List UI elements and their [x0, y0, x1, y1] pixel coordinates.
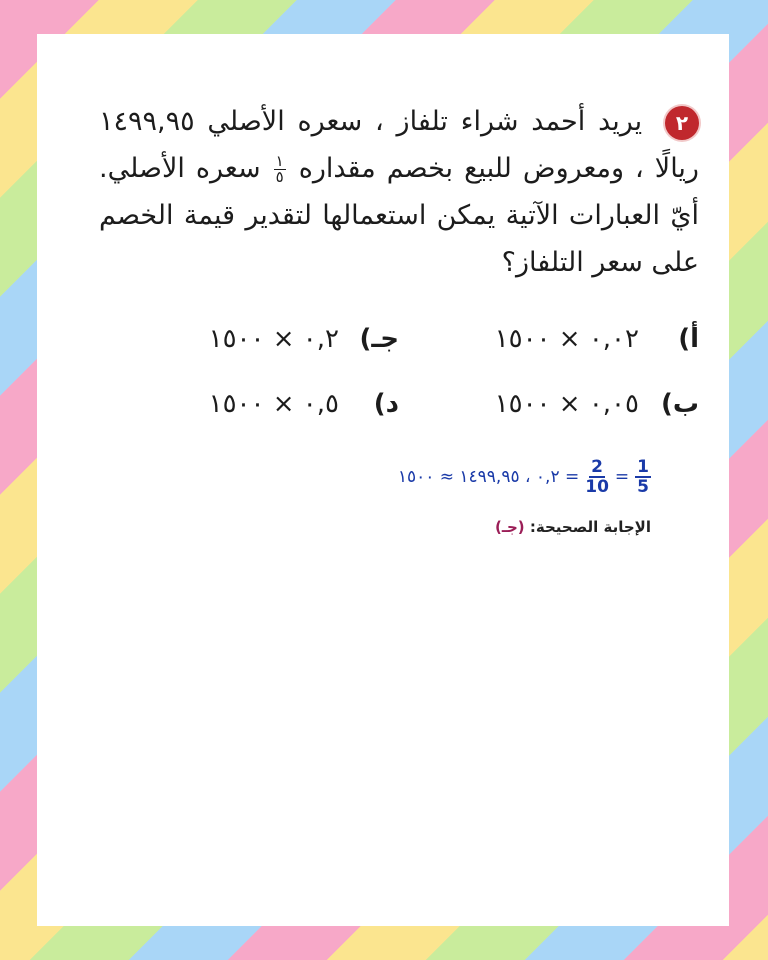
solution-rest: = ٠,٢ ، ١٤٩٩,٩٥ ≈ ١٥٠٠ — [397, 467, 580, 487]
option-letter: د) — [373, 388, 399, 419]
correct-answer-choice: (جـ) — [495, 518, 525, 536]
option-a[interactable] — [399, 324, 699, 354]
option-expression: ٠,٥ × ١٥٠٠ — [208, 388, 339, 419]
solution-frac2-numerator: 2 — [591, 457, 603, 477]
solution-frac2-denominator: 10 — [585, 477, 609, 497]
solution-fraction-one-fifth — [635, 458, 651, 496]
option-b[interactable] — [399, 389, 699, 419]
fraction-numerator: ١ — [275, 152, 284, 170]
solution-line — [398, 458, 651, 496]
correct-answer-label: الإجابة الصحيحة: — [529, 518, 651, 536]
question-number-badge: ٢ — [665, 106, 699, 140]
option-letter: جـ) — [359, 323, 399, 354]
option-expression: ٠,٢ × ١٥٠٠ — [208, 323, 339, 354]
question-text-part1: يريد أحمد شراء تلفاز ، سعره الأصلي ١٤٩٩,٩٥ ريالًا ، ومعروض للبيع بخصم مقداره — [99, 106, 699, 184]
option-expression: ٠,٠٥ × ١٥٠٠ — [494, 388, 639, 419]
options-row-2 — [99, 371, 699, 436]
option-letter: أ) — [678, 323, 699, 354]
solution-frac1-denominator: 5 — [637, 477, 649, 497]
fraction-denominator: ٥ — [275, 168, 284, 186]
question-text-part2: سعره الأصلي. أيّ العبارات الآتية يمكن استعمالها لتقدير قيمة الخصم على سعر التلفاز؟ — [99, 153, 699, 278]
fraction-one-fifth — [274, 154, 286, 185]
solution-frac1-numerator: 1 — [637, 457, 649, 477]
option-letter: ب) — [660, 388, 699, 419]
solution-equals: = — [614, 467, 630, 487]
solution-fraction-two-tenths — [585, 458, 609, 496]
correct-answer — [495, 518, 651, 536]
answer-options — [99, 306, 699, 436]
worksheet-card — [37, 34, 729, 926]
question-text — [99, 98, 699, 286]
option-c[interactable] — [99, 324, 399, 354]
option-d[interactable] — [99, 389, 399, 419]
options-row-1 — [99, 306, 699, 371]
option-expression: ٠,٠٢ × ١٥٠٠ — [494, 323, 639, 354]
